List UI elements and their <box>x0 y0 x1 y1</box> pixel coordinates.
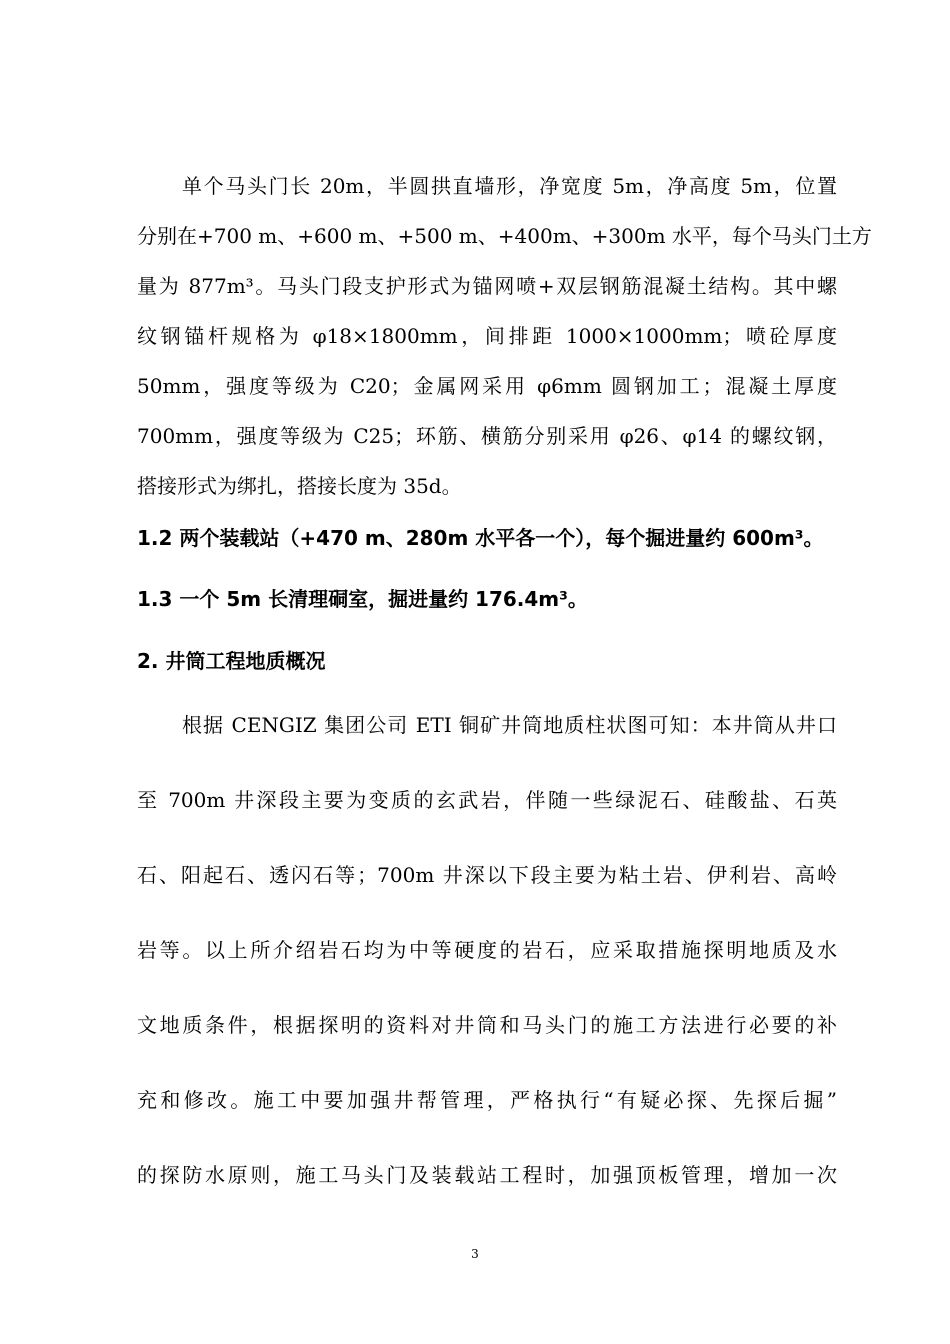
paragraph-2-line-4: 岩等。以上所介绍岩石均为中等硬度的岩石，应采取措施探明地质及水 <box>137 938 837 962</box>
paragraph-1-line-3: 量为 877m³。马头门段支护形式为锚网喷+双层钢筋混凝土结构。其中螺 <box>137 274 837 298</box>
paragraph-1-line-2: 分别在+700 m、+600 m、+500 m、+400m、+300m 水平，每个马头门土方 <box>137 224 872 248</box>
paragraph-1-line-6: 700mm，强度等级为 C25；环筋、横筋分别采用 φ26、φ14 的螺纹钢， <box>137 424 837 448</box>
paragraph-2-line-6: 充和修改。施工中要加强井帮管理，严格执行“有疑必探、先探后掘” <box>137 1088 837 1112</box>
paragraph-1-line-1: 单个马头门长 20m，半圆拱直墙形，净宽度 5m，净高度 5m，位置 <box>182 174 837 198</box>
paragraph-2-line-5: 文地质条件，根据探明的资料对井筒和马头门的施工方法进行必要的补 <box>137 1013 837 1037</box>
paragraph-2-line-7: 的探防水原则，施工马头门及装载站工程时，加强顶板管理，增加一次 <box>137 1163 837 1187</box>
paragraph-2-line-1: 根据 CENGIZ 集团公司 ETI 铜矿井筒地质柱状图可知：本井筒从井口 <box>182 713 837 737</box>
heading-1-3: 1.3 一个 5m 长清理硐室，掘进量约 176.4m³。 <box>137 587 588 611</box>
paragraph-2-line-3: 石、阳起石、透闪石等；700m 井深以下段主要为粘土岩、伊利岩、高岭 <box>137 863 837 887</box>
paragraph-1-line-5: 50mm，强度等级为 C20；金属网采用 φ6mm 圆钢加工；混凝土厚度 <box>137 374 837 398</box>
heading-2: 2. 井筒工程地质概况 <box>137 649 326 673</box>
paragraph-1-line-7: 搭接形式为绑扎，搭接长度为 35d。 <box>137 474 462 498</box>
paragraph-1-line-4: 纹钢锚杆规格为 φ18×1800mm，间排距 1000×1000mm；喷砼厚度 <box>137 324 837 348</box>
paragraph-2-line-2: 至 700m 井深段主要为变质的玄武岩，伴随一些绿泥石、硅酸盐、石英 <box>137 788 837 812</box>
page-number: 3 <box>471 1247 479 1261</box>
heading-1-2: 1.2 两个装载站（+470 m、280m 水平各一个），每个掘进量约 600m³。 <box>137 526 824 550</box>
